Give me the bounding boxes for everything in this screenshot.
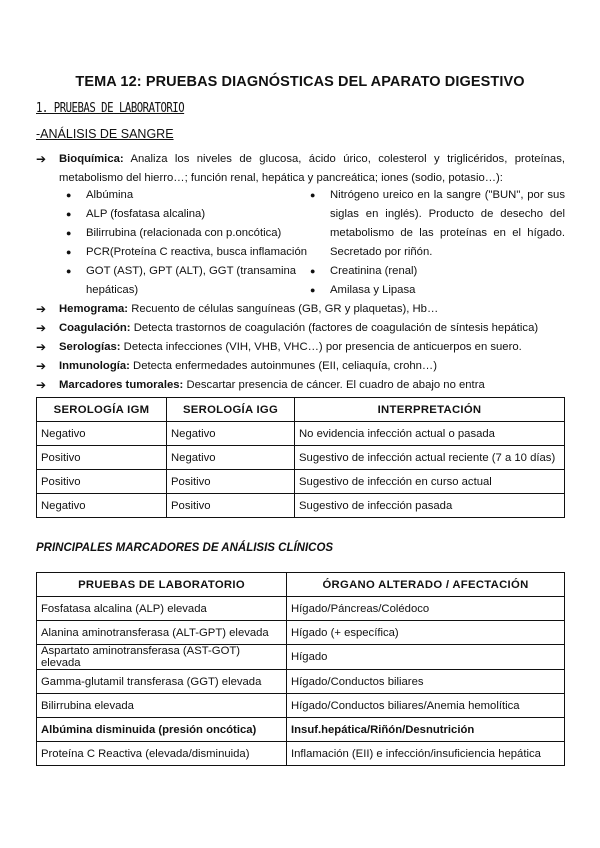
table-cell: Bilirrubina elevada <box>37 694 287 718</box>
table-header: SEROLOGÍA IGM <box>37 398 167 422</box>
table-cell: No evidencia infección actual o pasada <box>295 422 565 446</box>
bullet-icon: ● <box>66 190 72 200</box>
table-row <box>37 597 565 621</box>
arrow-icon: ➔ <box>36 359 47 373</box>
table-cell: Negativo <box>37 422 167 446</box>
list-item: ● ALP (fosfatasa alcalina) <box>86 205 304 224</box>
table-cell: Negativo <box>37 494 167 518</box>
table-cell: Positivo <box>167 494 295 518</box>
table-cell: Positivo <box>167 470 295 494</box>
table-row <box>37 446 565 470</box>
bioquimica-right-list <box>310 186 565 300</box>
bioquimica-paragraph <box>59 150 565 188</box>
list-item: ● GOT (AST), GPT (ALT), GGT (transamina hepáticas) <box>86 262 304 300</box>
table-cell: Sugestivo de infección pasada <box>295 494 565 518</box>
table-cell: Gamma-glutamil transferasa (GGT) elevada <box>37 670 287 694</box>
bullet-icon: ● <box>310 190 316 200</box>
table-cell: Negativo <box>167 422 295 446</box>
list-item: ● Nitrógeno ureico en la sangre ("BUN", por sus siglas en inglés). Producto de desecho del metabolismo de las proteínas en el hígado. Secretado por riñón. <box>330 186 565 262</box>
bullet-icon: ● <box>310 285 316 295</box>
table-cell: Positivo <box>37 470 167 494</box>
table-cell: Sugestivo de infección actual reciente (7 a 10 días) <box>295 446 565 470</box>
table-cell: Inflamación (EII) e infección/insuficiencia hepática <box>287 742 565 766</box>
table-cell: Insuf.hepática/Riñón/Desnutrición <box>287 718 565 742</box>
markers-caption: PRINCIPALES MARCADORES DE ANÁLISIS CLÍNICOS <box>36 542 334 554</box>
bullet-icon: ● <box>66 266 72 276</box>
bioquimica-text: Analiza los niveles de glucosa, ácido úrico, colesterol y triglicéridos, proteínas, metabolismo del hierro…; función renal, hepática y pancreática; iones (sodio, potasio…): <box>59 153 565 184</box>
serology-table <box>36 397 565 518</box>
table-cell: Sugestivo de infección en curso actual <box>295 470 565 494</box>
markers-table <box>36 572 565 766</box>
bioquimica-left-list <box>66 186 308 300</box>
table-header: INTERPRETACIÓN <box>295 398 565 422</box>
table-row <box>37 670 565 694</box>
list-item: ● Bilirrubina (relacionada con p.oncótica) <box>86 224 304 243</box>
arrow-icon: ➔ <box>36 340 47 354</box>
table-cell: Alanina aminotransferasa (ALT-GPT) elevada <box>37 621 287 645</box>
table-header: SEROLOGÍA IGG <box>167 398 295 422</box>
bioquimica-label: Bioquímica: <box>59 153 124 165</box>
table-row <box>37 645 565 670</box>
section-heading: 1. PRUEBAS DE LABORATORIO <box>36 101 185 116</box>
bullet-icon: ● <box>310 266 316 276</box>
table-cell: Negativo <box>167 446 295 470</box>
table-cell: Hígado/Conductos biliares <box>287 670 565 694</box>
table-row <box>37 742 565 766</box>
arrow-icon: ➔ <box>36 321 47 335</box>
table-cell: Hígado <box>287 645 565 670</box>
bullet-icon: ● <box>66 247 72 257</box>
table-header: PRUEBAS DE LABORATORIO <box>37 573 287 597</box>
bullet-icon: ● <box>66 209 72 219</box>
marcadores-line: Marcadores tumorales: Descartar presencia de cáncer. El cuadro de abajo no entra <box>59 379 485 391</box>
table-header-row <box>37 573 565 597</box>
hemograma-line: Hemograma: Recuento de células sanguíneas (GB, GR y plaquetas), Hb… <box>59 303 439 315</box>
arrow-icon: ➔ <box>36 152 47 166</box>
table-row <box>37 494 565 518</box>
table-cell: Hígado/Páncreas/Colédoco <box>287 597 565 621</box>
subsection-heading: -ANÁLISIS DE SANGRE <box>36 127 174 141</box>
table-cell: Albúmina disminuida (presión oncótica) <box>37 718 287 742</box>
bullet-icon: ● <box>66 228 72 238</box>
table-header: ÓRGANO ALTERADO / AFECTACIÓN <box>287 573 565 597</box>
coagulacion-line: Coagulación: Detecta trastornos de coagulación (factores de coagulación de síntesis hepática) <box>59 322 539 334</box>
table-cell: Aspartato aminotransferasa (AST-GOT) elevada <box>37 645 287 670</box>
table-row <box>37 422 565 446</box>
table-header-row <box>37 398 565 422</box>
inmunologia-line: Inmunología: Detecta enfermedades autoinmunes (EII, celiaquía, crohn…) <box>59 360 437 372</box>
arrow-icon: ➔ <box>36 378 47 392</box>
table-cell: Positivo <box>37 446 167 470</box>
table-cell: Hígado/Conductos biliares/Anemia hemolítica <box>287 694 565 718</box>
table-row <box>37 470 565 494</box>
list-item: ● Amilasa y Lipasa <box>330 281 565 300</box>
arrow-icon: ➔ <box>36 302 47 316</box>
list-item: ● Albúmina <box>86 186 304 205</box>
serologias-line: Serologías: Detecta infecciones (VIH, VHB, VHC…) por presencia de anticuerpos en suero. <box>59 341 522 353</box>
table-row <box>37 694 565 718</box>
list-item: ● Creatinina (renal) <box>330 262 565 281</box>
table-row <box>37 718 565 742</box>
document-title: TEMA 12: PRUEBAS DIAGNÓSTICAS DEL APARATO DIGESTIVO <box>75 74 525 90</box>
list-item: ● PCR(Proteína C reactiva, busca inflamación <box>86 243 304 262</box>
table-cell: Fosfatasa alcalina (ALP) elevada <box>37 597 287 621</box>
table-cell: Proteína C Reactiva (elevada/disminuida) <box>37 742 287 766</box>
table-row <box>37 621 565 645</box>
table-cell: Hígado (+ específica) <box>287 621 565 645</box>
